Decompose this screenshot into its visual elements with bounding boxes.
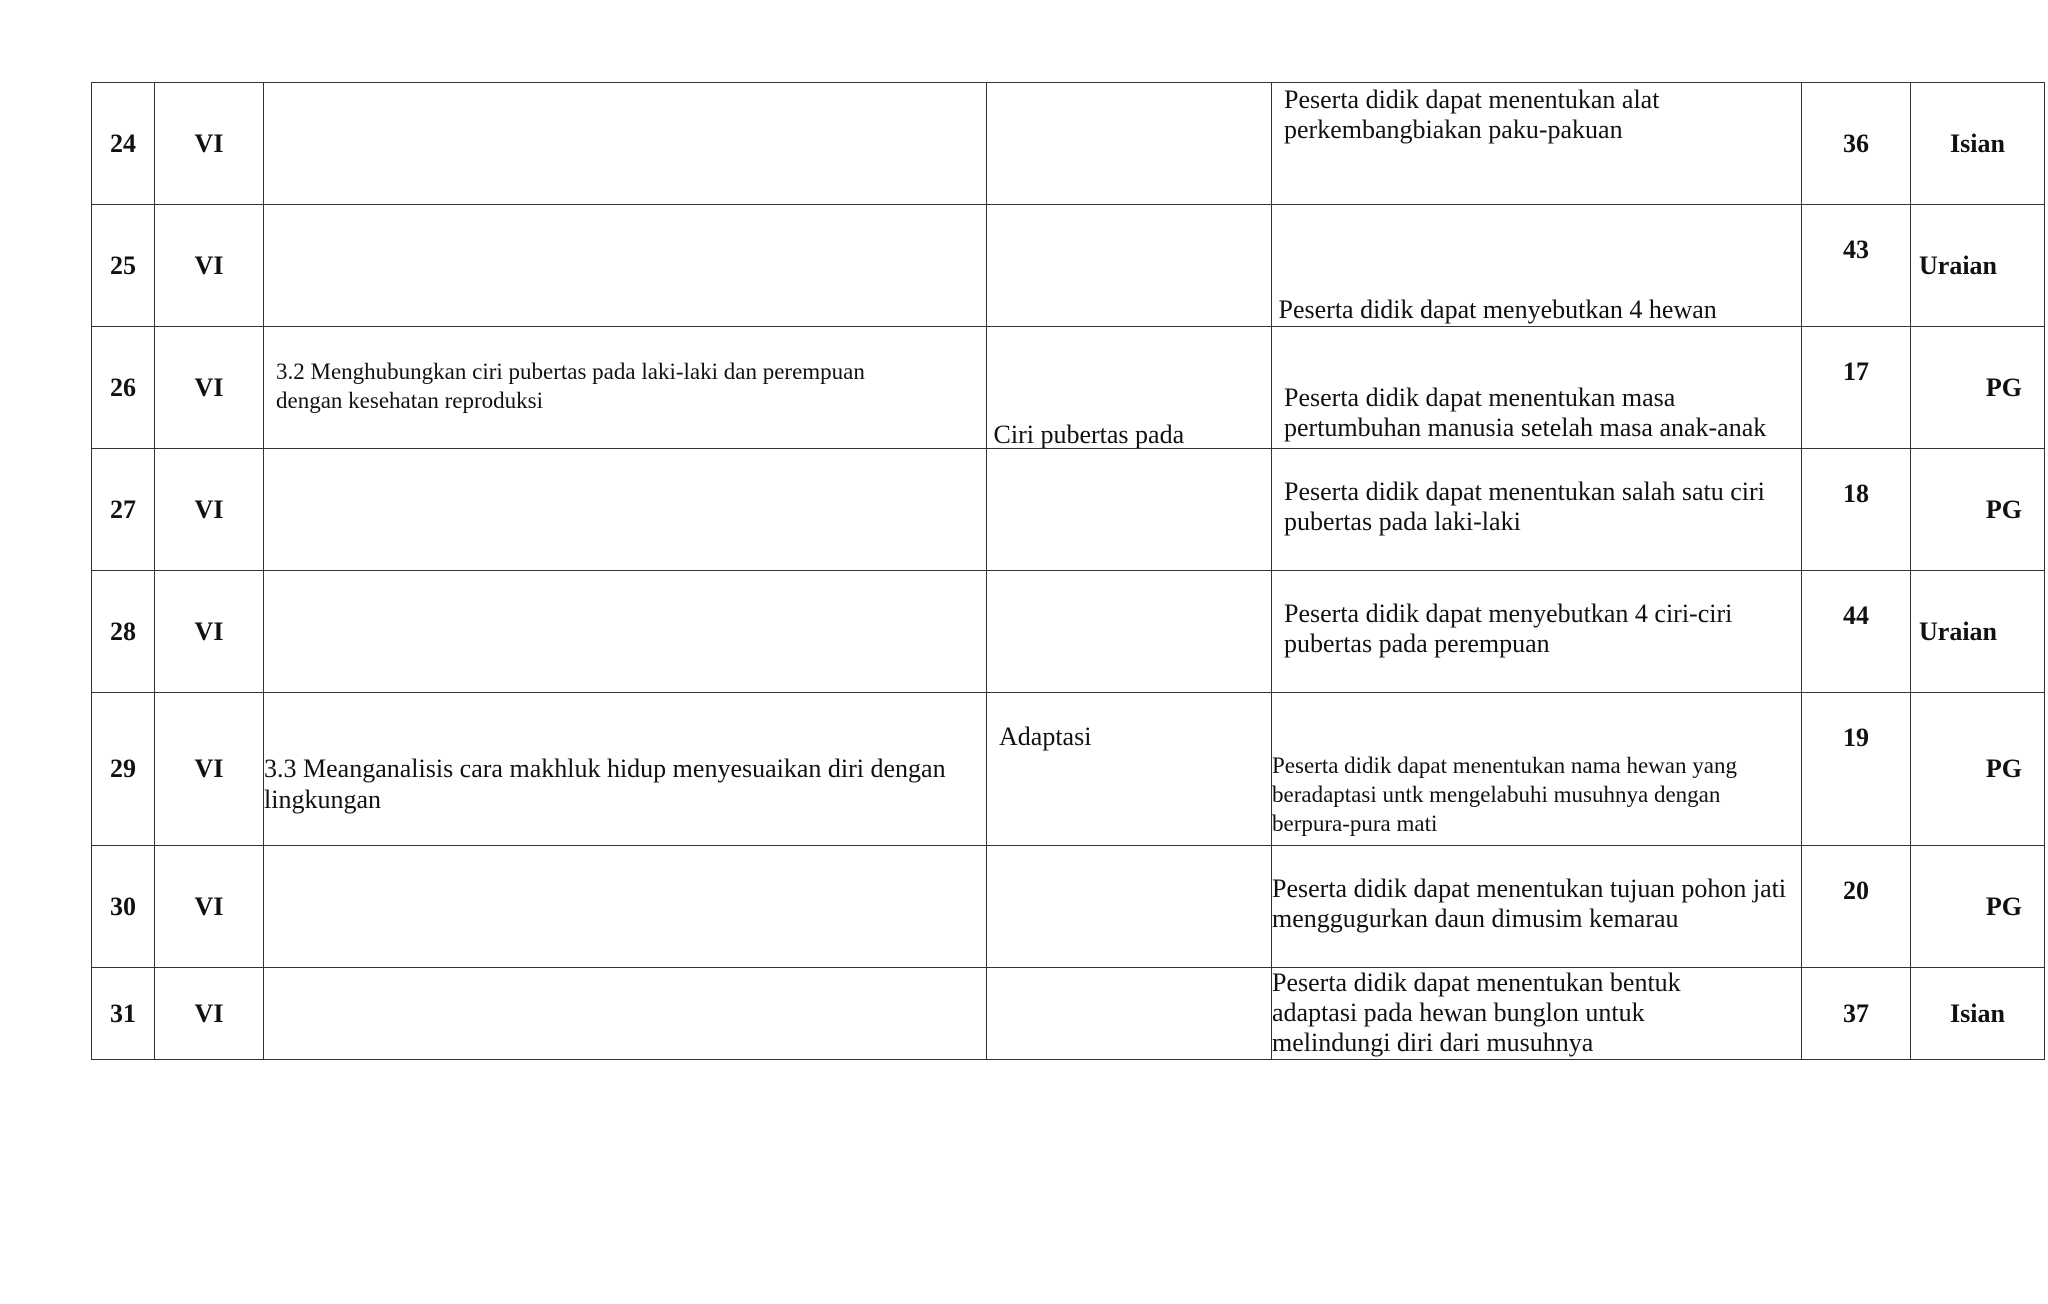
competency-line: dengan kesehatan reproduksi	[276, 388, 543, 413]
question-number: 20	[1802, 846, 1911, 968]
indicator-line: Peserta didik dapat menentukan tujuan pohon jati	[1272, 874, 1787, 903]
competency-cell	[264, 846, 987, 968]
class-level: VI	[155, 83, 264, 205]
indicator-line: Peserta didik dapat menyebutkan 4 hewan	[1272, 295, 1717, 324]
indicator-cell	[1272, 205, 1802, 327]
competency-cell	[264, 205, 987, 327]
question-type: PG	[1911, 449, 2045, 571]
table-row	[92, 846, 2045, 968]
question-type: PG	[1911, 693, 2045, 846]
kisi-kisi-table	[91, 82, 2045, 1060]
question-number: 18	[1802, 449, 1911, 571]
indicator-line: beradaptasi untk mengelabuhi musuhnya dengan	[1272, 782, 1721, 807]
table-row	[92, 449, 2045, 571]
material-cell	[987, 83, 1272, 205]
indicator-cell	[1272, 83, 1802, 205]
material-cell	[987, 846, 1272, 968]
table-row	[92, 693, 2045, 846]
question-number: 17	[1802, 327, 1911, 449]
material-line: Adaptasi	[999, 722, 1092, 751]
indicator-line: perkembangbiakan paku-pakuan	[1284, 115, 1623, 144]
question-number: 36	[1802, 83, 1911, 205]
indicator-line: Peserta didik dapat menentukan nama hewan yang	[1272, 753, 1737, 778]
table-row	[92, 327, 2045, 449]
material-cell	[987, 693, 1272, 846]
table-row	[92, 205, 2045, 327]
indicator-cell	[1272, 846, 1802, 968]
indicator-line: adaptasi pada hewan bunglon untuk	[1272, 998, 1645, 1027]
row-number: 28	[92, 571, 155, 693]
indicator-line: melindungi diri dari musuhnya	[1272, 1028, 1594, 1057]
question-type: Isian	[1911, 83, 2045, 205]
indicator-line: Peserta didik dapat menentukan masa	[1284, 383, 1676, 412]
indicator-cell	[1272, 327, 1802, 449]
competency-line: 3.3 Meanganalisis cara makhluk hidup menyesuaikan diri dengan	[264, 754, 946, 783]
question-number: 19	[1802, 693, 1911, 846]
row-number: 27	[92, 449, 155, 571]
class-level: VI	[155, 846, 264, 968]
indicator-line: Peserta didik dapat menentukan salah satu ciri	[1284, 477, 1765, 506]
indicator-cell	[1272, 968, 1802, 1060]
question-number: 44	[1802, 571, 1911, 693]
table-row	[92, 571, 2045, 693]
indicator-line: Peserta didik dapat menentukan alat	[1284, 85, 1660, 114]
competency-cell	[264, 968, 987, 1060]
class-level: VI	[155, 693, 264, 846]
class-level: VI	[155, 449, 264, 571]
indicator-line: Peserta didik dapat menentukan bentuk	[1272, 968, 1681, 997]
row-number: 26	[92, 327, 155, 449]
class-level: VI	[155, 327, 264, 449]
class-level: VI	[155, 205, 264, 327]
row-number: 25	[92, 205, 155, 327]
competency-cell	[264, 83, 987, 205]
row-number: 24	[92, 83, 155, 205]
competency-cell	[264, 571, 987, 693]
row-number: 29	[92, 693, 155, 846]
material-cell	[987, 205, 1272, 327]
indicator-line: pubertas pada perempuan	[1284, 629, 1550, 658]
class-level: VI	[155, 968, 264, 1060]
indicator-line: menggugurkan daun dimusim kemarau	[1272, 904, 1679, 933]
question-number: 43	[1802, 205, 1911, 327]
competency-cell	[264, 327, 987, 449]
question-type: Uraian	[1911, 571, 2045, 693]
indicator-line: pubertas pada laki-laki	[1284, 507, 1521, 536]
material-cell	[987, 571, 1272, 693]
question-type: Uraian	[1911, 205, 2045, 327]
row-number: 30	[92, 846, 155, 968]
table-row	[92, 83, 2045, 205]
question-type: PG	[1911, 327, 2045, 449]
indicator-cell	[1272, 571, 1802, 693]
competency-line: 3.2 Menghubungkan ciri pubertas pada laki-laki dan perempuan	[276, 359, 865, 384]
indicator-cell	[1272, 693, 1802, 846]
material-cell	[987, 327, 1272, 449]
indicator-line: Peserta didik dapat menyebutkan 4 ciri-ciri	[1284, 599, 1733, 628]
material-line: Ciri pubertas pada	[987, 420, 1185, 449]
question-type: PG	[1911, 846, 2045, 968]
table-row	[92, 968, 2045, 1060]
class-level: VI	[155, 571, 264, 693]
competency-line: lingkungan	[264, 785, 381, 814]
question-number: 37	[1802, 968, 1911, 1060]
indicator-line: berpura-pura mati	[1272, 811, 1438, 836]
competency-cell	[264, 693, 987, 846]
competency-cell	[264, 449, 987, 571]
material-cell	[987, 968, 1272, 1060]
material-cell	[987, 449, 1272, 571]
indicator-cell	[1272, 449, 1802, 571]
row-number: 31	[92, 968, 155, 1060]
indicator-line: pertumbuhan manusia setelah masa anak-anak	[1284, 413, 1767, 442]
question-type: Isian	[1911, 968, 2045, 1060]
